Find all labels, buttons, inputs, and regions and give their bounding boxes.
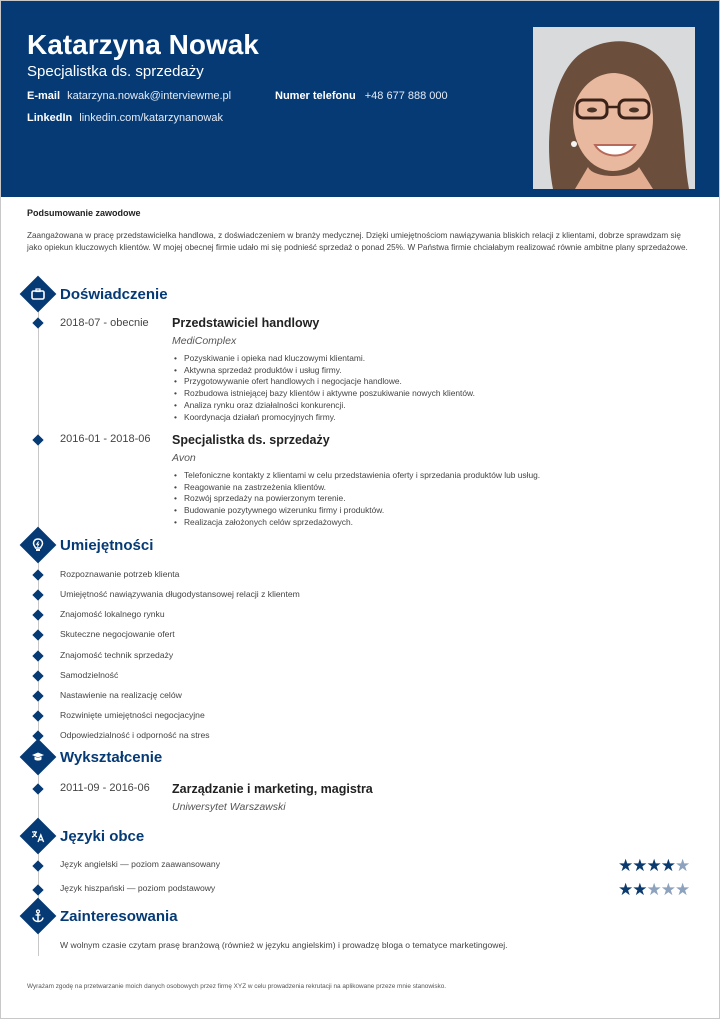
company-name: Avon	[172, 452, 196, 464]
language-label: Język angielski — poziom zaawansowany	[60, 859, 221, 869]
star-empty-icon: ★	[646, 880, 661, 899]
experience-heading: Doświadczenie	[60, 286, 168, 303]
linkedin-label: LinkedIn	[27, 112, 73, 124]
experience-date: 2018-07 - obecnie	[60, 317, 149, 329]
portrait-illustration	[533, 27, 695, 189]
timeline-dot	[32, 629, 43, 640]
school-name: Uniwersytet Warszawski	[172, 801, 286, 813]
job-title: Przedstawiciel handlowy	[172, 316, 320, 330]
resume-header	[1, 1, 719, 197]
timeline-dot	[32, 670, 43, 681]
email-label: E-mail	[27, 90, 61, 102]
contact-linkedin	[27, 112, 223, 124]
skills-heading: Umiejętności	[60, 537, 154, 554]
skill-item: Znajomość technik sprzedaży	[60, 650, 174, 660]
candidate-name: Katarzyna Nowak	[27, 29, 259, 60]
responsibility-item: • Realizacja założonych celów sprzedażowych.	[174, 517, 540, 529]
timeline-dot	[32, 710, 43, 721]
phone-label: Numer telefonu	[275, 90, 356, 102]
translate-icon	[25, 823, 51, 849]
timeline-dot	[32, 884, 43, 895]
candidate-title: Specjalistka ds. sprzedaży	[27, 63, 204, 80]
responsibility-item: • Pozyskiwanie i opieka nad kluczowymi klientami.	[174, 353, 475, 365]
star-filled-icon: ★	[660, 856, 675, 875]
skill-item: Umiejętność nawiązywania długodystansowej relacji z klientem	[60, 589, 300, 599]
responsibility-item: • Przygotowywanie ofert handlowych i negocjacje handlowe.	[174, 376, 475, 388]
timeline-dot	[32, 317, 43, 328]
responsibility-item: • Reagowanie na zastrzeżenia klientów.	[174, 482, 540, 494]
star-empty-icon: ★	[660, 880, 675, 899]
responsibilities-list	[174, 470, 540, 529]
degree-title: Zarządzanie i marketing, magistra	[172, 782, 373, 796]
responsibilities-list	[174, 353, 475, 423]
skill-item: Skuteczne negocjowanie ofert	[60, 629, 175, 639]
interests-heading: Zainteresowania	[60, 908, 178, 925]
experience-date: 2016-01 - 2018-06	[60, 433, 151, 445]
timeline-dot	[32, 434, 43, 445]
responsibility-item: • Aktywna sprzedaż produktów i usług firmy.	[174, 365, 475, 377]
education-heading: Wykształcenie	[60, 749, 163, 766]
star-empty-icon: ★	[675, 880, 690, 899]
skill-item: Samodzielność	[60, 670, 119, 680]
skill-item: Rozwinięte umiejętności negocjacyjne	[60, 710, 205, 720]
timeline-dot	[32, 690, 43, 701]
summary-heading: Podsumowanie zawodowe	[27, 208, 141, 218]
contact-email	[27, 90, 231, 102]
company-name: MediComplex	[172, 335, 237, 347]
graduation-cap-icon	[25, 744, 51, 770]
linkedin-value[interactable]: linkedin.com/katarzynanowak	[79, 112, 223, 124]
language-rating	[618, 881, 689, 898]
education-date: 2011-09 - 2016-06	[60, 782, 150, 794]
anchor-icon	[25, 903, 51, 929]
skill-item: Znajomość lokalnego rynku	[60, 609, 165, 619]
contact-phone	[275, 90, 448, 102]
timeline-dot	[32, 650, 43, 661]
interests-text: W wolnym czasie czytam prasę branżową (również w języku angielskim) i prowadzę bloga o tematyce marketingowej.	[60, 940, 508, 950]
responsibility-item: • Rozwój sprzedaży na powierzonym terenie.	[174, 493, 540, 505]
timeline-dot	[32, 783, 43, 794]
summary-text: Zaangażowana w pracę przedstawicielka handlowa, z doświadczeniem w branży medycznej. Dzięki umiejętnościom nawiązywania bliskich relacji z klientami, dobrze sprawdzam się jako opiekun kluczowych klientów. W mojej obecnej firmie udało mi się podnieść sprzedaż o ponad 25%. W Państwa firmie chciałabym realizować równie ambitne plany sprzedażowe.	[27, 231, 688, 252]
responsibility-item: • Analiza rynku oraz działalności konkurencji.	[174, 400, 475, 412]
responsibility-item: • Koordynacja działań promocyjnych firmy.	[174, 412, 475, 424]
language-rating	[618, 857, 689, 874]
responsibility-item: • Telefoniczne kontakty z klientami w celu przedstawienia oferty i sprzedania produktów lub usług.	[174, 470, 540, 482]
lightbulb-icon	[25, 532, 51, 558]
star-empty-icon: ★	[675, 856, 690, 875]
email-value[interactable]: katarzyna.nowak@interviewme.pl	[67, 90, 232, 102]
timeline-dot	[32, 860, 43, 871]
gdpr-consent-clause: Wyrażam zgodę na przetwarzanie moich danych osobowych przez firmę XYZ w celu prowadzenia rekrutacji na aplikowane przeze mnie stanowisko.	[27, 983, 447, 990]
star-filled-icon: ★	[618, 880, 633, 899]
timeline-dot	[32, 589, 43, 600]
star-filled-icon: ★	[646, 856, 661, 875]
job-title: Specjalistka ds. sprzedaży	[172, 433, 330, 447]
briefcase-icon	[25, 281, 51, 307]
profile-photo	[533, 27, 695, 189]
skill-item: Rozpoznawanie potrzeb klienta	[60, 569, 180, 579]
skill-item: Nastawienie na realizację celów	[60, 690, 182, 700]
star-filled-icon: ★	[618, 856, 633, 875]
star-filled-icon: ★	[632, 856, 647, 875]
timeline-dot	[32, 609, 43, 620]
star-filled-icon: ★	[632, 880, 647, 899]
language-label: Język hiszpański — poziom podstawowy	[60, 883, 216, 893]
skill-item: Odpowiedzialność i odporność na stres	[60, 730, 210, 740]
phone-value[interactable]: +48 677 888 000	[364, 90, 448, 102]
timeline-line-experience	[38, 301, 39, 541]
responsibility-item: • Budowanie pozytywnego wizerunku firmy i produktów.	[174, 505, 540, 517]
languages-heading: Języki obce	[60, 828, 145, 845]
timeline-dot	[32, 569, 43, 580]
responsibility-item: • Rozbudowa istniejącej bazy klientów i aktywne poszukiwanie nowych klientów.	[174, 388, 475, 400]
